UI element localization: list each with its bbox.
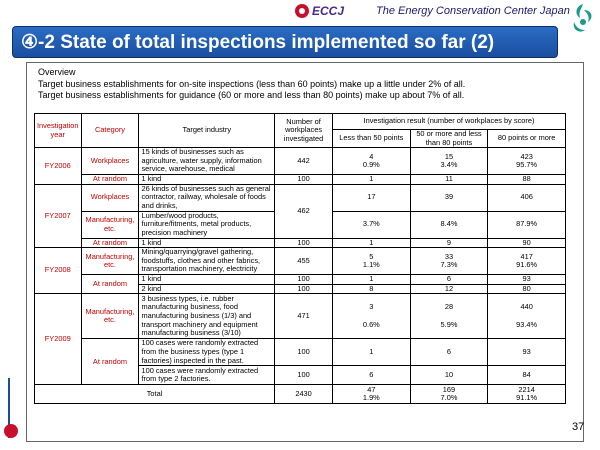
year-fy2009: FY2009 [35, 294, 82, 385]
r5080-value: 33 [444, 251, 454, 261]
header-count: Number of workplaces investigated [275, 114, 333, 148]
lt50-value: 17 [333, 184, 411, 211]
category-cell: Manufacturing, etc. [81, 211, 139, 238]
ge80-value: 88 [488, 175, 566, 185]
ge80-value: 417 [520, 251, 533, 261]
ge80-value: 93 [488, 339, 566, 366]
overview-block [38, 67, 465, 102]
r5080-pct: 5.9% [440, 320, 458, 330]
year-fy2006: FY2006 [35, 148, 82, 185]
lt50-pct: 0.6% [362, 320, 380, 330]
lt50-pct: 3.7% [333, 211, 411, 238]
lt50-value: 1 [333, 175, 411, 185]
category-cell: At random [81, 339, 139, 385]
industry-cell: Lumber/wood products, furniture/fitments, metal products, precision machinery [139, 211, 275, 238]
category-cell: Manufacturing, etc. [81, 294, 139, 339]
ge80-pct: 87.9% [488, 211, 566, 238]
category-cell: Workplaces [81, 184, 139, 211]
r5080-value: 39 [410, 184, 488, 211]
lt50-cell [333, 294, 411, 339]
leaf-emblem-icon [568, 0, 598, 40]
count-cell: 455 [275, 248, 333, 275]
overview-line-2: Target business establishments for guidance (60 or more and less than 80 points) make up about 7% of all. [38, 90, 465, 100]
ge80-value: 90 [488, 238, 566, 248]
industry-cell: 2 kind [139, 284, 275, 294]
top-bar [0, 0, 600, 22]
count-cell: 100 [275, 275, 333, 285]
count-cell: 100 [275, 238, 333, 248]
category-cell: At random [81, 238, 139, 248]
ge80-value: 406 [488, 184, 566, 211]
header-result: Investigation result (number of workplaces by score) [333, 114, 566, 130]
industry-cell: 26 kinds of businesses such as general contractor, railway, wholesale of foods and drinks, [139, 184, 275, 211]
header-category: Category [81, 114, 139, 148]
r5080-value: 28 [444, 301, 454, 311]
r5080-value: 11 [410, 175, 488, 185]
lt50-value: 8 [333, 284, 411, 294]
page-title: ④-2 State of total inspections implemented so far (2) [12, 26, 558, 58]
industry-cell: 3 business types, i.e. rubber manufacturing business, food manufacturing business (1/3) and transport machinery and equipment manufacturing business (3/10) [139, 294, 275, 339]
total-ge80-value: 2214 [518, 384, 535, 394]
r5080-value: 10 [410, 366, 488, 385]
lt50-cell [333, 148, 411, 175]
total-lt50-pct: 1.9% [362, 393, 380, 403]
count-cell: 100 [275, 284, 333, 294]
count-cell: 442 [275, 148, 333, 175]
total-5080-pct: 7.0% [440, 393, 458, 403]
header-50-80: 50 or more and less than 80 points [410, 130, 488, 148]
r5080-pct: 3.4% [440, 160, 458, 170]
category-cell: At random [81, 175, 139, 185]
lt50-value: 4 [369, 151, 374, 161]
industry-cell: 1 kind [139, 238, 275, 248]
count-cell: 471 [275, 294, 333, 339]
ge80-value: 93 [488, 275, 566, 285]
category-cell: Manufacturing, etc. [81, 248, 139, 275]
header-ge80: 80 points or more [488, 130, 566, 148]
count-cell: 100 [275, 366, 333, 385]
r5080-cell [410, 294, 488, 339]
ge80-value: 84 [488, 366, 566, 385]
brand-name: ECCJ [312, 4, 345, 18]
overview-line-1: Target business establishments for on-site inspections (less than 60 points) make up a little under 2% of all. [38, 78, 466, 89]
lt50-pct: 0.9% [362, 160, 380, 170]
total-ge80 [488, 385, 566, 404]
industry-cell: 100 cases were randomly extracted from the business types (type 1 factories) inspected in the past. [139, 339, 275, 366]
footer-logo-icon [4, 424, 18, 438]
industry-cell: 15 kinds of businesses such as agriculture, water supply, information service, warehouse, medical [139, 148, 275, 175]
header-lt50: Less than 50 points [333, 130, 411, 148]
lt50-value: 1 [333, 275, 411, 285]
total-lt50-value: 47 [367, 384, 376, 394]
ge80-value: 440 [520, 301, 533, 311]
total-5080-value: 169 [442, 384, 456, 394]
lt50-cell [333, 248, 411, 275]
ge80-pct: 91.6% [516, 260, 538, 270]
eccj-logo-icon [295, 4, 309, 18]
total-lt50 [333, 385, 411, 404]
total-count: 2430 [275, 385, 333, 404]
lt50-pct: 1.1% [362, 260, 380, 270]
lt50-value: 6 [333, 366, 411, 385]
category-cell: At random [81, 275, 139, 294]
industry-cell: 1 kind [139, 275, 275, 285]
inspection-table [34, 113, 566, 404]
total-label: Total [35, 385, 275, 404]
page-number: 37 [572, 421, 585, 433]
ge80-pct: 93.4% [516, 320, 538, 330]
r5080-cell [410, 248, 488, 275]
ge80-cell [488, 294, 566, 339]
overview-heading: Overview [38, 67, 76, 77]
ge80-cell [488, 248, 566, 275]
r5080-cell [410, 148, 488, 175]
total-5080 [410, 385, 488, 404]
industry-cell: Mining/quarrying/gravel gathering, foodstuffs, clothes and other fabrics, transportation machinery, electricity [139, 248, 275, 275]
count-cell: 462 [275, 184, 333, 238]
count-cell: 100 [275, 339, 333, 366]
year-fy2008: FY2008 [35, 248, 82, 294]
year-fy2007: FY2007 [35, 184, 82, 247]
total-ge80-pct: 91.1% [516, 393, 538, 403]
lt50-value: 3 [369, 301, 374, 311]
lt50-value: 1 [333, 339, 411, 366]
category-cell: Workplaces [81, 148, 139, 175]
r5080-value: 6 [410, 339, 488, 366]
ge80-pct: 95.7% [516, 160, 538, 170]
r5080-pct: 8.4% [410, 211, 488, 238]
lt50-value: 5 [369, 251, 374, 261]
lt50-value: 1 [333, 238, 411, 248]
r5080-value: 9 [410, 238, 488, 248]
r5080-value: 6 [410, 275, 488, 285]
header-year: Investigation year [35, 114, 82, 148]
header-industry: Target industry [139, 114, 275, 148]
r5080-pct: 7.3% [440, 260, 458, 270]
organization-name: The Energy Conservation Center Japan [376, 5, 570, 17]
industry-cell: 100 cases were randomly extracted from type 2 factories. [139, 366, 275, 385]
ge80-cell [488, 148, 566, 175]
r5080-value: 12 [410, 284, 488, 294]
industry-cell: 1 kind [139, 175, 275, 185]
count-cell: 100 [275, 175, 333, 185]
r5080-value: 15 [444, 151, 454, 161]
ge80-value: 80 [488, 284, 566, 294]
ge80-value: 423 [520, 151, 533, 161]
